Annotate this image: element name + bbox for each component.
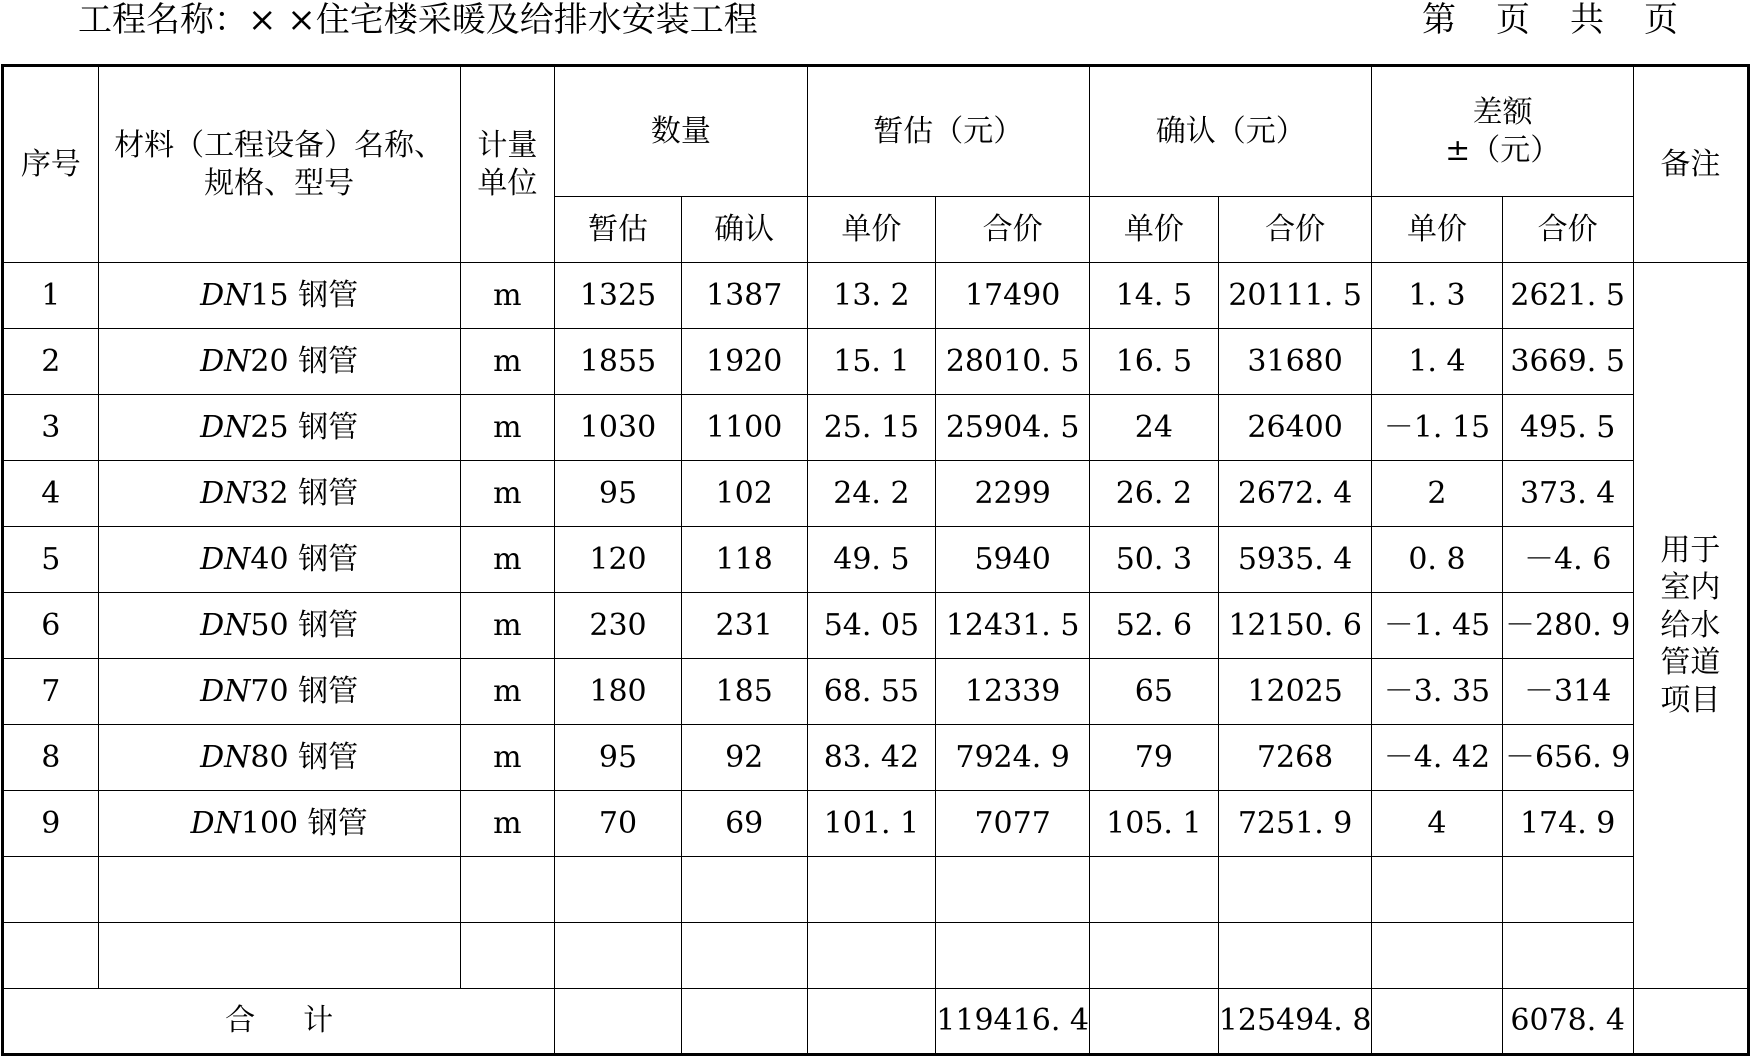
cell-conf-unit: 65	[1089, 659, 1218, 725]
empty-cell	[807, 857, 936, 923]
material-name: 70 钢管	[250, 673, 359, 709]
cell-unit: m	[460, 329, 555, 395]
cell-seq: 8	[3, 725, 99, 791]
cell-qty-est: 1855	[555, 329, 682, 395]
table-row	[3, 725, 1749, 791]
table-row	[3, 527, 1749, 593]
col-est-unit-price: 单价	[807, 197, 936, 263]
col-conf-unit-price: 单价	[1089, 197, 1218, 263]
empty-cell	[1372, 857, 1502, 923]
empty-cell	[681, 923, 807, 989]
cell-conf-total: 20111. 5	[1218, 263, 1372, 329]
cell-material	[98, 527, 460, 593]
document-header	[0, 0, 1750, 50]
col-estimated: 暂估（元）	[807, 66, 1089, 197]
cell-qty-est: 1325	[555, 263, 682, 329]
cell-material	[98, 461, 460, 527]
cell-conf-total: 7268	[1218, 725, 1372, 791]
cell-material	[98, 395, 460, 461]
cell-conf-total: 31680	[1218, 329, 1372, 395]
dn-prefix: DN	[200, 277, 251, 313]
empty-cell	[1502, 857, 1633, 923]
total-label: 合计	[225, 1003, 382, 1039]
cell-est-unit: 25. 15	[807, 395, 936, 461]
materials-table	[1, 64, 1750, 1056]
cell-material	[98, 659, 460, 725]
cell-diff-unit: －1. 15	[1372, 395, 1502, 461]
cell-unit: m	[460, 263, 555, 329]
empty-cell	[555, 857, 682, 923]
total-est: 119416. 4	[936, 989, 1090, 1055]
cell-est-total: 25904. 5	[936, 395, 1090, 461]
empty-cell	[1372, 923, 1502, 989]
cell-unit: m	[460, 461, 555, 527]
cell-seq: 6	[3, 593, 99, 659]
col-conf-total: 合价	[1218, 197, 1372, 263]
cell-qty-conf: 1387	[681, 263, 807, 329]
empty-cell	[1218, 857, 1372, 923]
empty-cell	[681, 989, 807, 1055]
cell-unit: m	[460, 527, 555, 593]
cell-est-total: 7077	[936, 791, 1090, 857]
empty-cell	[98, 923, 460, 989]
cell-conf-unit: 14. 5	[1089, 263, 1218, 329]
cell-conf-total: 7251. 9	[1218, 791, 1372, 857]
empty-cell	[807, 989, 936, 1055]
cell-diff-total: －280. 9	[1502, 593, 1633, 659]
col-material-name-line2: 规格、型号	[204, 165, 355, 201]
cell-est-total: 12431. 5	[936, 593, 1090, 659]
material-name: 100 钢管	[240, 805, 368, 841]
cell-conf-unit: 52. 6	[1089, 593, 1218, 659]
cell-qty-conf: 92	[681, 725, 807, 791]
remark-line: 用于	[1660, 532, 1721, 568]
cell-diff-total: －656. 9	[1502, 725, 1633, 791]
cell-unit: m	[460, 725, 555, 791]
empty-cell	[807, 923, 936, 989]
cell-est-total: 12339	[936, 659, 1090, 725]
cell-diff-unit: 2	[1372, 461, 1502, 527]
col-difference-line1: 差额	[1472, 95, 1533, 130]
cell-diff-unit: －1. 45	[1372, 593, 1502, 659]
cell-qty-conf: 1100	[681, 395, 807, 461]
empty-cell	[460, 857, 555, 923]
cell-diff-total: 495. 5	[1502, 395, 1633, 461]
dn-prefix: DN	[200, 343, 251, 379]
cell-seq: 3	[3, 395, 99, 461]
cell-qty-est: 230	[555, 593, 682, 659]
col-quantity: 数量	[555, 66, 807, 197]
cell-qty-est: 95	[555, 461, 682, 527]
empty-cell	[3, 923, 99, 989]
cell-diff-total: 174. 9	[1502, 791, 1633, 857]
col-material-name-line1: 材料（工程设备）名称、	[114, 128, 445, 163]
empty-cell	[1218, 923, 1372, 989]
remark-line: 给水	[1660, 607, 1721, 643]
cell-seq: 4	[3, 461, 99, 527]
dn-prefix: DN	[200, 607, 251, 643]
col-unit	[460, 66, 555, 263]
col-diff-unit-price: 单价	[1372, 197, 1502, 263]
material-name: 32 钢管	[250, 475, 359, 511]
cell-est-unit: 13. 2	[807, 263, 936, 329]
col-difference-line2: ±（元）	[1445, 132, 1561, 168]
col-qty-conf: 确认	[681, 197, 807, 263]
cell-conf-unit: 24	[1089, 395, 1218, 461]
dn-prefix: DN	[200, 475, 251, 511]
empty-cell	[1089, 989, 1218, 1055]
cell-seq: 5	[3, 527, 99, 593]
empty-cell	[1089, 857, 1218, 923]
cell-diff-total: 373. 4	[1502, 461, 1633, 527]
page-ye-2: 页	[1644, 0, 1678, 40]
material-name: 20 钢管	[250, 343, 359, 379]
table-row	[3, 395, 1749, 461]
cell-est-unit: 68. 55	[807, 659, 936, 725]
cell-conf-total: 5935. 4	[1218, 527, 1372, 593]
material-name: 80 钢管	[250, 739, 359, 775]
cell-diff-unit: 4	[1372, 791, 1502, 857]
page-ye-1: 页	[1496, 0, 1530, 40]
col-material-name	[98, 66, 460, 263]
table-row	[3, 791, 1749, 857]
cell-est-total: 17490	[936, 263, 1090, 329]
table-row-empty	[3, 923, 1749, 989]
cell-conf-unit: 105. 1	[1089, 791, 1218, 857]
cell-diff-unit: －3. 35	[1372, 659, 1502, 725]
project-title: 工程名称：× ×住宅楼采暖及给排水安装工程	[78, 0, 758, 40]
cell-unit: m	[460, 593, 555, 659]
cell-unit: m	[460, 659, 555, 725]
dn-prefix: DN	[200, 541, 251, 577]
table-row-empty	[3, 857, 1749, 923]
empty-cell	[1089, 923, 1218, 989]
col-unit-line1: 计量	[477, 128, 538, 163]
remark-line: 项目	[1660, 682, 1721, 718]
cell-est-unit: 101. 1	[807, 791, 936, 857]
remark-line: 管道	[1660, 645, 1721, 681]
empty-cell	[936, 923, 1090, 989]
page-gong: 共	[1570, 0, 1604, 40]
cell-est-total: 2299	[936, 461, 1090, 527]
empty-cell	[936, 857, 1090, 923]
col-diff-total: 合价	[1502, 197, 1633, 263]
cell-diff-unit: －4. 42	[1372, 725, 1502, 791]
cell-conf-total: 26400	[1218, 395, 1372, 461]
col-est-total: 合价	[936, 197, 1090, 263]
table-row	[3, 659, 1749, 725]
total-row	[3, 989, 1749, 1055]
cell-est-unit: 24. 2	[807, 461, 936, 527]
cell-est-unit: 54. 05	[807, 593, 936, 659]
cell-material	[98, 725, 460, 791]
cell-conf-unit: 50. 3	[1089, 527, 1218, 593]
cell-seq: 7	[3, 659, 99, 725]
cell-qty-est: 180	[555, 659, 682, 725]
col-confirmed: 确认（元）	[1089, 66, 1371, 197]
empty-cell	[98, 857, 460, 923]
cell-est-unit: 49. 5	[807, 527, 936, 593]
empty-cell	[1633, 989, 1748, 1055]
cell-diff-total: 3669. 5	[1502, 329, 1633, 395]
cell-qty-est: 120	[555, 527, 682, 593]
dn-prefix: DN	[200, 739, 251, 775]
col-remark: 备注	[1633, 66, 1748, 263]
col-seq: 序号	[3, 66, 99, 263]
material-name: 40 钢管	[250, 541, 359, 577]
empty-cell	[460, 923, 555, 989]
page-indicator	[1422, 0, 1678, 40]
cell-diff-total: －4. 6	[1502, 527, 1633, 593]
total-diff: 6078. 4	[1502, 989, 1633, 1055]
cell-unit: m	[460, 395, 555, 461]
material-name: 25 钢管	[250, 409, 359, 445]
cell-unit: m	[460, 791, 555, 857]
cell-material	[98, 791, 460, 857]
dn-prefix: DN	[190, 805, 241, 841]
cell-qty-conf: 1920	[681, 329, 807, 395]
empty-cell	[3, 857, 99, 923]
cell-qty-est: 95	[555, 725, 682, 791]
cell-conf-total: 12025	[1218, 659, 1372, 725]
cell-conf-total: 2672. 4	[1218, 461, 1372, 527]
cell-qty-conf: 118	[681, 527, 807, 593]
cell-seq: 1	[3, 263, 99, 329]
cell-seq: 2	[3, 329, 99, 395]
dn-prefix: DN	[200, 409, 251, 445]
cell-qty-est: 70	[555, 791, 682, 857]
total-label-cell	[3, 989, 555, 1055]
table-row	[3, 461, 1749, 527]
cell-diff-total: －314	[1502, 659, 1633, 725]
cell-conf-unit: 16. 5	[1089, 329, 1218, 395]
cell-material	[98, 263, 460, 329]
material-name: 15 钢管	[250, 277, 359, 313]
cell-conf-unit: 26. 2	[1089, 461, 1218, 527]
material-name: 50 钢管	[250, 607, 359, 643]
page-di: 第	[1422, 0, 1456, 40]
cell-qty-est: 1030	[555, 395, 682, 461]
cell-diff-unit: 1. 4	[1372, 329, 1502, 395]
cell-qty-conf: 102	[681, 461, 807, 527]
col-unit-line2: 单位	[477, 165, 538, 201]
col-difference	[1372, 66, 1633, 197]
cell-est-unit: 83. 42	[807, 725, 936, 791]
total-conf: 125494. 8	[1218, 989, 1372, 1055]
header-row-1	[3, 66, 1749, 197]
cell-diff-total: 2621. 5	[1502, 263, 1633, 329]
cell-conf-total: 12150. 6	[1218, 593, 1372, 659]
cell-est-total: 28010. 5	[936, 329, 1090, 395]
col-qty-est: 暂估	[555, 197, 682, 263]
empty-cell	[1502, 923, 1633, 989]
cell-material	[98, 593, 460, 659]
cell-est-total: 5940	[936, 527, 1090, 593]
cell-qty-conf: 231	[681, 593, 807, 659]
cell-qty-conf: 69	[681, 791, 807, 857]
empty-cell	[555, 989, 682, 1055]
table-row	[3, 329, 1749, 395]
dn-prefix: DN	[200, 673, 251, 709]
cell-est-total: 7924. 9	[936, 725, 1090, 791]
remark-line: 室内	[1660, 570, 1721, 606]
cell-est-unit: 15. 1	[807, 329, 936, 395]
cell-conf-unit: 79	[1089, 725, 1218, 791]
cell-diff-unit: 1. 3	[1372, 263, 1502, 329]
cell-diff-unit: 0. 8	[1372, 527, 1502, 593]
table-row	[3, 593, 1749, 659]
empty-cell	[681, 857, 807, 923]
empty-cell	[1372, 989, 1502, 1055]
cell-material	[98, 329, 460, 395]
empty-cell	[555, 923, 682, 989]
table-row	[3, 263, 1749, 329]
cell-remark	[1633, 263, 1748, 989]
cell-qty-conf: 185	[681, 659, 807, 725]
cell-seq: 9	[3, 791, 99, 857]
